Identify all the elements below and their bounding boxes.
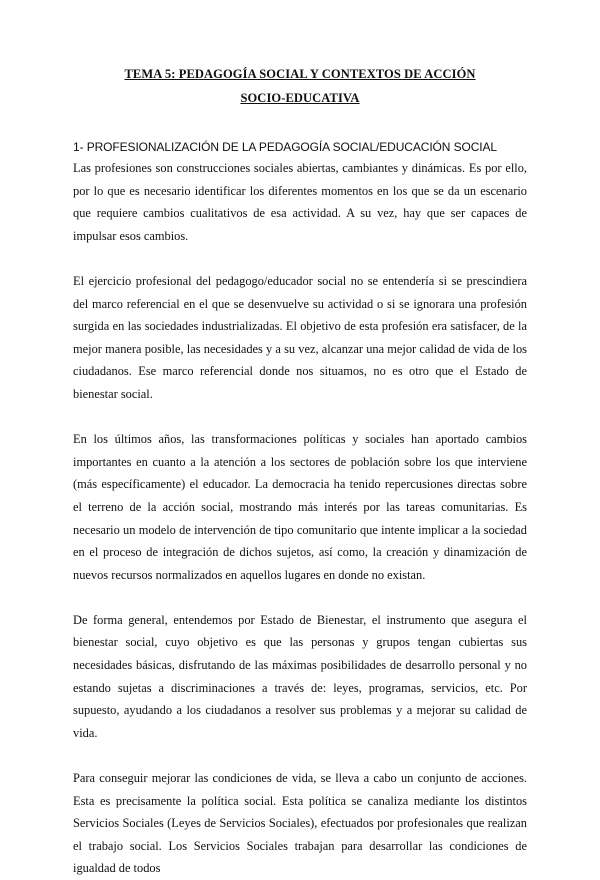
paragraph: En los últimos años, las transformaciones políticas y sociales han aportado cambios importantes en cuanto a la atención a los sectores de población sobre los que interviene (más específicamente) el educador. La democracia ha tenido repercusiones directas sobre el terreno de la acción social, mostrando más interés por las tareas comunitarias. Es necesario un modelo de intervención de tipo comunitario que intente implicar a la sociedad en el proceso de integración de dichos sujetos, así como, la creación y dinamización de nuevos recursos normalizados en aquellos lugares en donde no existan. [73,432,527,582]
paragraph: Las profesiones son construcciones sociales abiertas, cambiantes y dinámicas. Es por ello, por lo que es necesario identificar los diferentes momentos en los que se da un escenario que requiere cambios cualitativos de esa actividad. A su vez, hay que ser capaces de impulsar esos cambios. [73,161,527,243]
title-line-1: TEMA 5: PEDAGOGÍA SOCIAL Y CONTEXTOS DE ACCIÓN [124,67,476,81]
paragraph: Para conseguir mejorar las condiciones de vida, se lleva a cabo un conjunto de acciones. Esta es precisamente la política social. Esta política se canaliza mediante los distintos Servicios Sociales (Leyes de Servicios Sociales), efectuados por profesionales que realizan el trabajo social. Los Servicios Sociales trabajan para desarrollar las condiciones de igualdad de todos [73,771,527,876]
section-heading: 1- PROFESIONALIZACIÓN DE LA PEDAGOGÍA SOCIAL/EDUCACIÓN SOCIAL [73,140,498,154]
paragraph: De forma general, entendemos por Estado de Bienestar, el instrumento que asegura el bienestar social, cuyo objetivo es que las personas y grupos tengan cubiertas sus necesidades básicas, disfrutando de las máximas posibilidades de desarrollo personal y no estando sujetas a discriminaciones a través de: leyes, programas, servicios, etc. Por supuesto, ayudando a los ciudadanos a resolver sus problemas y a mejorar su calidad de vida. [73,612,527,740]
title-line-2: SOCIO-EDUCATIVA [240,91,360,105]
paragraph: El ejercicio profesional del pedagogo/educador social no se entendería si se prescindiera del marco referencial en el que se desenvuelve su actividad o si se ignorara una profesión surgida en las sociedades industrializadas. El objetivo de esta profesión era satisfacer, de la mejor manera posible, las necesidades y a su vez, alcanzar una mejor calidad de vida de los ciudadanos. Ese marco referencial donde nos situamos, no es otro que el Estado de bienestar social. [73,273,527,401]
document-title [73,62,527,110]
